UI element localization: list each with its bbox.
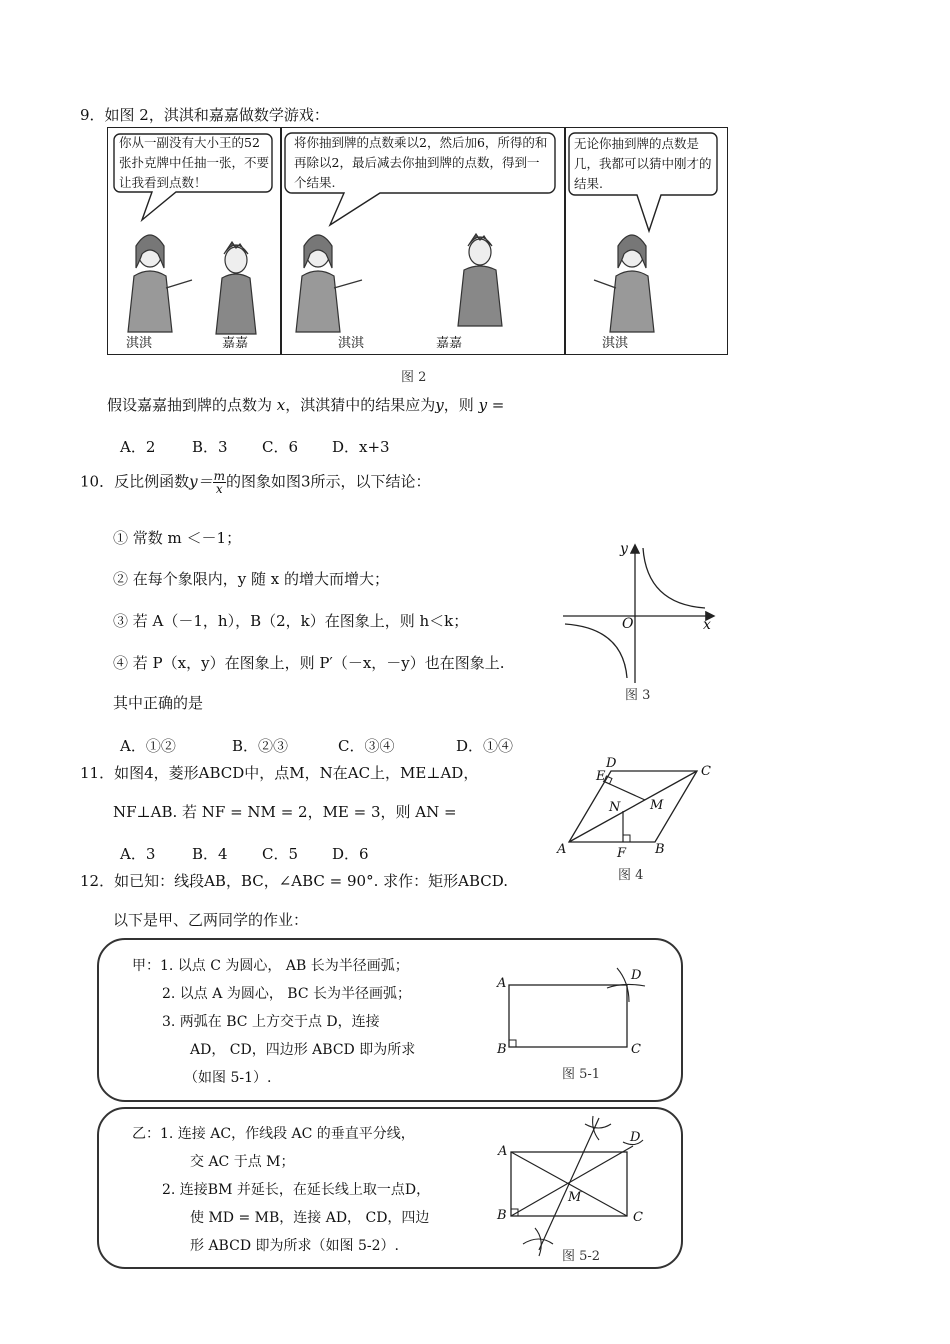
q9-stem: 9．如图 2，淇淇和嘉嘉做数学游戏： bbox=[80, 106, 329, 124]
fig4-label-e: E bbox=[596, 769, 606, 784]
fig4-label-a: A bbox=[557, 842, 567, 857]
q10-frac-num: m bbox=[213, 469, 225, 483]
q10-option-b: B．②③ bbox=[232, 737, 289, 755]
rect-abcd bbox=[509, 985, 627, 1047]
q9-option-a: A．2 bbox=[120, 438, 156, 456]
q9-question-c: ，则 bbox=[443, 396, 474, 414]
q10-option-d: D．①④ bbox=[456, 737, 514, 755]
fig51-label-d: D bbox=[631, 968, 642, 983]
q10-conclusion: 其中正确的是 bbox=[113, 694, 204, 712]
jia-step-1: 甲：1. 以点 C 为圆心， AB 长为半径画弧； bbox=[132, 958, 409, 974]
fig52-label-c: C bbox=[633, 1210, 643, 1225]
fig4-label-f: F bbox=[617, 846, 627, 861]
jia-step-3-end: （如图 5-1）. bbox=[184, 1070, 272, 1086]
q10-stem bbox=[80, 470, 431, 495]
name-qiqi-3: 淇淇 bbox=[602, 336, 629, 351]
boy-figure-1 bbox=[216, 242, 256, 334]
fig51-label-b: B bbox=[497, 1042, 507, 1057]
yi-step-2-cont: 使 MD = MB，连接 AD， CD，四边 bbox=[190, 1210, 430, 1226]
q10-stem-suffix: 的图象如图3所示，以下结论： bbox=[225, 472, 431, 491]
perpendicular-bisector bbox=[539, 1118, 599, 1250]
q9-option-c: C．6 bbox=[262, 438, 299, 456]
fig4-label-m: M bbox=[650, 798, 664, 813]
figure-3-caption: 图 3 bbox=[625, 688, 651, 703]
name-qiqi-1: 淇淇 bbox=[126, 336, 153, 351]
q9-var-x: x bbox=[276, 396, 286, 414]
figure-2-caption: 图 2 bbox=[401, 370, 427, 385]
q9-question-b: ，淇淇猜中的结果应为 bbox=[285, 396, 436, 414]
q10-frac-den: x bbox=[215, 482, 223, 496]
q10-option-c: C．③④ bbox=[338, 737, 395, 755]
q9-var-y: y bbox=[435, 396, 444, 414]
panel3-bubble-text: 无论你抽到牌的点数是几，我都可以猜中刚才的结果. bbox=[574, 136, 712, 191]
segment-bd bbox=[511, 1146, 633, 1216]
figure-3-x-label: x bbox=[703, 617, 711, 633]
q10-fraction bbox=[213, 470, 226, 495]
diagonal-ac bbox=[569, 771, 697, 842]
fig52-label-d: D bbox=[630, 1130, 641, 1145]
q11-option-d: D．6 bbox=[332, 845, 369, 863]
yi-step-2: 2. 连接BM 并延长，在延长线上取一点D， bbox=[162, 1182, 431, 1198]
q10-item-4: ④ 若 P（x，y）在图象上，则 P′（－x，－y）也在图象上. bbox=[113, 654, 505, 672]
q11-option-a: A．3 bbox=[120, 845, 156, 863]
girl-figure-2 bbox=[296, 235, 362, 332]
girl-figure-1 bbox=[128, 235, 192, 332]
boy-figure-2 bbox=[458, 234, 502, 326]
figure-3-y-label: y bbox=[620, 541, 628, 557]
figure-5-1-caption: 图 5-1 bbox=[562, 1067, 601, 1082]
q10-stem-y: y＝ bbox=[189, 472, 213, 491]
hyperbola-branch-2 bbox=[565, 624, 627, 678]
q9-question bbox=[107, 394, 504, 415]
panel1-bubble-text: 你从一副没有大小王的52张扑克牌中任抽一张，不要让我看到点数！ bbox=[119, 135, 270, 190]
figure-3-origin-label: O bbox=[622, 616, 634, 632]
comic-strip bbox=[107, 127, 728, 355]
fig51-label-c: C bbox=[631, 1042, 641, 1057]
jia-step-3: 3. 两弧在 BC 上方交于点 D，连接 bbox=[162, 1014, 380, 1030]
q12-line-1: 12．如已知：线段AB，BC，∠ABC = 90°. 求作：矩形ABCD. bbox=[80, 872, 508, 890]
yi-step-1: 乙：1. 连接 AC，作线段 AC 的垂直平分线， bbox=[132, 1126, 415, 1142]
panel2-bubble-text: 将你抽到牌的点数乘以2，然后加6，所得的和再除以2，最后减去你抽到牌的点数，得到一个结果. bbox=[294, 135, 548, 190]
q11-option-b: B．4 bbox=[192, 845, 228, 863]
q11-line-1: 11．如图4，菱形ABCD中，点M，N在AC上，ME⊥AD， bbox=[80, 764, 479, 782]
name-jiajia-1: 嘉嘉 bbox=[222, 336, 249, 351]
fig51-label-a: A bbox=[497, 976, 507, 991]
jia-step-3-cont: AD， CD，四边形 ABCD 即为所求 bbox=[190, 1042, 416, 1058]
fig52-label-m: M bbox=[568, 1190, 582, 1205]
hyperbola-branch-1 bbox=[643, 548, 705, 608]
fig52-label-a: A bbox=[498, 1144, 508, 1159]
girl-figure-3 bbox=[594, 235, 654, 332]
q10-stem-prefix: 10．反比例函数 bbox=[80, 472, 190, 491]
name-jiajia-2: 嘉嘉 bbox=[436, 336, 463, 351]
q9-option-b: B．3 bbox=[192, 438, 228, 456]
q9-option-d: D．x+3 bbox=[332, 438, 390, 456]
fig4-label-c: C bbox=[701, 764, 711, 779]
fig52-label-b: B bbox=[497, 1208, 507, 1223]
name-qiqi-2: 淇淇 bbox=[338, 336, 365, 351]
q10-item-3: ③ 若 A（－1，h），B（2，k）在图象上，则 h＜k； bbox=[113, 612, 469, 630]
yi-step-2-end: 形 ABCD 即为所求（如图 5-2）. bbox=[190, 1238, 399, 1254]
figure-4-caption: 图 4 bbox=[618, 868, 644, 883]
figure-4-rhombus bbox=[555, 755, 725, 860]
figure-5-2-caption: 图 5-2 bbox=[562, 1249, 601, 1264]
q9-question-d: y = bbox=[478, 396, 505, 414]
fig4-label-n: N bbox=[609, 800, 621, 815]
q10-item-1: ① 常数 m ＜－1； bbox=[113, 529, 242, 547]
q10-item-2: ② 在每个象限内，y 随 x 的增大而增大； bbox=[113, 570, 390, 588]
fig4-label-b: B bbox=[655, 842, 665, 857]
q10-option-a: A．①② bbox=[120, 737, 176, 755]
q12-line-2: 以下是甲、乙两同学的作业： bbox=[113, 911, 309, 929]
fig4-label-d: D bbox=[606, 756, 617, 771]
yi-step-1-cont: 交 AC 于点 M； bbox=[190, 1154, 295, 1170]
q9-question-a: 假设嘉嘉抽到牌的点数为 bbox=[107, 396, 273, 414]
q11-line-2: NF⊥AB. 若 NF = NM = 2，ME = 3，则 AN = bbox=[113, 803, 457, 821]
q11-option-c: C．5 bbox=[262, 845, 299, 863]
figure-3-hyperbola bbox=[555, 538, 725, 708]
jia-step-2: 2. 以点 A 为圆心， BC 长为半径画弧； bbox=[162, 986, 411, 1002]
